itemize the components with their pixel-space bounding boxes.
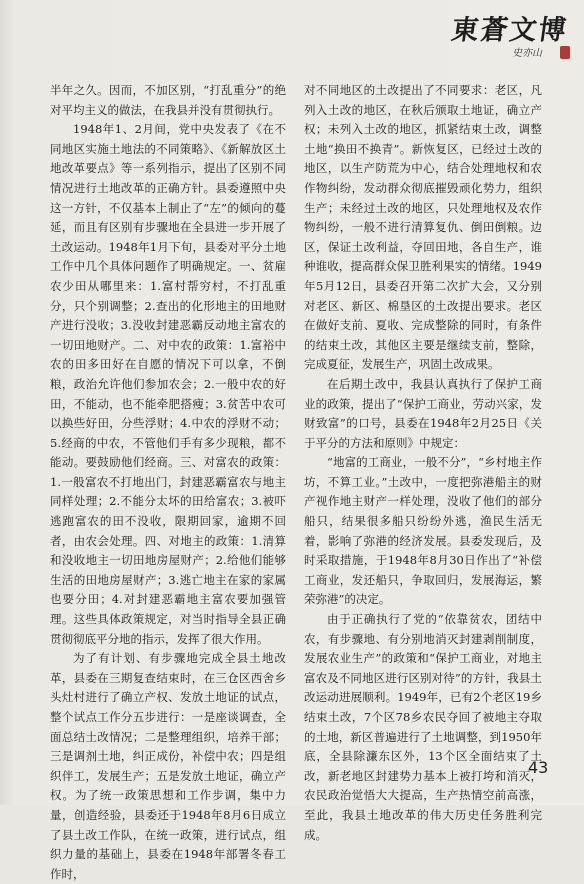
- paragraph: “地富的工商业，一般不分”，“乡村地主作坊，不算工业。”土改中，一度把弥港船主的财产视作地主财产一样处理，没收了他们的部分船只，结果很多船只纷纷外逃，渔民生活无着，影响了弥港的经济发展。县委发现后，及时采取措施，于1948年8月30日作出了“补偿工商业，发还船只，争取回归，发展海运，繁荣弥港”的决定。: [304, 455, 542, 607]
- paragraph: 为了有计划、有步骤地完成全县土地改革，县委在三期复查结束时，在三仓区西舍乡头灶村进行了确立产权、发放土地证的试点，整个试点工作分五步进行：一是座谈调查，全面总结土改情况；二是整理组织，培养干部；三是调剂土地，纠正成份，补偿中农；四是组织伴工，发展生产；五是发放土地证，确立产权。为了统一政策思想和工作步调，集中力量，创造经验，县委还于1948年8月6日成立了县土改工作队，在统一政策，进行试点，组织力量的基础上，县委在1948年部署冬春工作时，: [50, 651, 286, 881]
- masthead: [449, 8, 576, 68]
- paragraph: 1948年1、2月间，党中央发表了《在不同地区实施土地法的不同策略》、《新解放区土地改革要点》等一系列指示，提出了区别不同情况进行土地改革的正确方针。县委遵照中央这一方针，不仅基本上制止了“左”的倾向的蔓延，而且有区别有步骤地在全县进一步开展了土改运动。1948年1月下旬，县委对平分土地工作中几个具体问题作了明确规定。一、贫雇农少田从哪里来：1.富村帮穷村，不打乱重分，只个别调整；2.查出的化形地主的田地财产进行没收；3.没收封建恶霸反动地主富农的一切田地财产。二、对中农的政策：1.富裕中农的田多田好在自愿的情况下可以拿，不倒粮，政治允许他们参加农会；2.一般中农的好田，不能动，也不能牵肥搭瘦；3.贫苦中农可以换些好田，分些浮财；4.中农的浮财不动；5.经商的中农，不管他们手有多少现粮，都不能动。要鼓励他们经商。三、对富农的政策：1.一般富农不打地出门，封建恶霸富农与地主同样处理；2.不能分太坏的田给富农；3.被吓逃跑富农的田不没收，限期回家，逾期不回者，由农会处理。四、对地主的政策：1.清算和没收地主一切田地房屋财产；2.给他们能够生活的田地房屋财产；3.逃亡地主在家的家属也要分田；4.对封建恶霸地主富农要加强管理。这些具体政策规定，对当时指导全县正确贯彻彻底平分地的指示，发挥了很大作用。: [50, 122, 286, 646]
- paragraph: 在后期土改中，我县认真执行了保护工商业的政策，提出了“保护工商业，劳动兴家，发财致富”的口号，县委在1948年2月25日《关于平分的方法和原则》中规定：: [304, 376, 542, 450]
- right-column: [304, 81, 542, 845]
- masthead-signature: 史亦山: [512, 48, 542, 59]
- paragraph: 由于正确执行了党的“依靠贫农，团结中农，有步骤地、有分别地消灭封建剥削制度，发展农业生产”的政策和“保护工商业，对地主富农及不同地区进行区别对待”的方针，我县土改运动进展顺利。1949年，已有2个老区19乡结束土改，7个区78乡农民夺回了被地主夺取的土地，新区普遍进行了土地调整，到1950年底，全县除濂东区外，13个区全面结束了土改，新老地区封建势力基本上被打垮和消灭，农民政治觉悟大大提高，生产热情空前高涨，至此，我县土地改革的伟大历史任务胜利完成。: [304, 612, 542, 842]
- paragraph: 半年之久。因而，不加区别，“打乱重分”的绝对平均主义的做法，在我县并没有贯彻执行。: [50, 83, 286, 117]
- paragraph: 对不同地区的土改提出了不同要求：老区，凡列入土改的地区，在秋后颁取土地证，确立产权；未列入土改的地区，抓紧结束土改，调整土地“换田不换青”。新恢复区，已经过土改的地区，以生产防荒为中心，结合处理地权和农作物纠纷，发动群众彻底摧毁顽化势力，组织生产；未经过土改的地区，只处理地权及农作物纠纷，一般不进行清算复仇、倒田倒粮。边区，保证土改利益，夺回田地，各自生产，谁种谁收，提高群众保卫胜利果实的情绪。1949年5月12日，县委召开第二次扩大会，又分别对老区、新区、棉垦区的土改提出要求。老区在做好支前、夏收、完成整除的同时，有条件的结束土改，其他区主要是继续支前，整除，完成夏征，发展生产，巩固土改成果。: [304, 83, 542, 372]
- page-number: 43: [528, 758, 549, 777]
- masthead-title: 東蒼文博: [449, 15, 570, 46]
- red-seal-icon: [560, 46, 570, 59]
- left-column: [50, 81, 286, 884]
